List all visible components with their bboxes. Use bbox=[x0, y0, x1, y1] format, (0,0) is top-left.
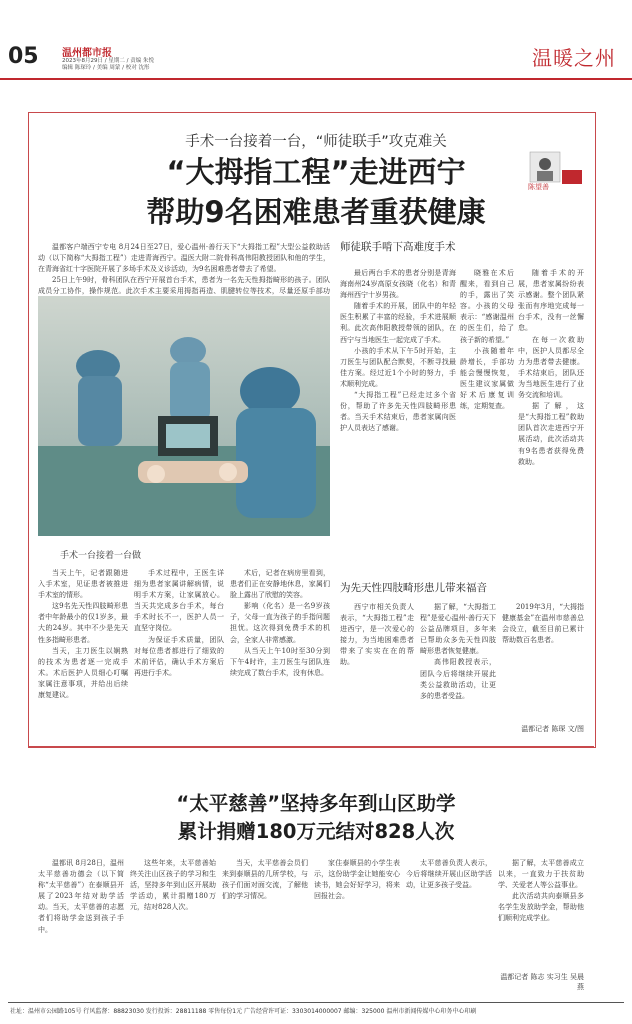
bottom-feature-col-1 bbox=[340, 602, 414, 730]
second-col-4 bbox=[314, 858, 400, 998]
second-para2: 这些年来，太平慈善始终关注山区孩子的学习和生活，坚持多年到山区开展助学活动，累计捐赠180万元，结对828人次。 bbox=[130, 859, 216, 912]
lower-col-1 bbox=[38, 568, 128, 740]
second-para3: 当天，太平慈善会员们来到泰顺县的几所学校，与孩子们面对面交流，了解他们的学习情况。 bbox=[222, 859, 308, 901]
second-col-2 bbox=[130, 858, 216, 998]
second-para7: 此次活动共向泰顺县多名学生发放助学金，帮助他们顺利完成学业。 bbox=[498, 892, 584, 923]
second-col-1 bbox=[38, 858, 124, 998]
second-col-3 bbox=[222, 858, 308, 998]
second-para4: 家住泰顺县的小学生表示，这份助学金让她能安心读书，她会好好学习，将来回报社会。 bbox=[314, 859, 400, 901]
feature-intro bbox=[38, 242, 330, 294]
second-para1: 温都讯 8月28日，温州太平慈善功德会（以下简称“太平慈善”）在泰顺县开展了2023年结对助学活动。当天，太平慈善的志愿者们将助学金送到孩子手中。 bbox=[38, 859, 124, 934]
bottom-feature-para4: 2019年3月，“大拇指健康基金”在温州市慈善总会设立，截至目前已累计帮助数百名患者。 bbox=[502, 603, 584, 645]
right-para1: 最后两台手术的患者分别是青海海南州24岁高原女孩晓（化名）和青海州西宁十岁男孩。 bbox=[340, 269, 456, 300]
right-para3: 小孩的手术从下午5时开始，主刀医生与团队配合默契，不断寻找最佳方案。经过近1个小时的努力，手术顺利完成。 bbox=[340, 346, 456, 388]
bottom-feature-subhead: 为先天性四肢畸形患儿带来福音 bbox=[340, 582, 487, 594]
lower-right-para1: 术后，记者在病房里看到，患者们正在安静地休息，家属们脸上露出了欣慰的笑容。 bbox=[230, 569, 330, 600]
second-headline-line1: “太平慈善”坚持多年到山区助学 bbox=[176, 792, 456, 815]
columnist-label: 陈望善 bbox=[528, 183, 549, 191]
lower-mid-para2: 为保证手术质量，团队对每位患者都进行了细致的术前评估，确认手术方案后再进行手术。 bbox=[134, 635, 224, 677]
bottom-feature-col-2 bbox=[420, 602, 496, 730]
right-subhead: 师徒联手啃下高难度手术 bbox=[340, 241, 456, 253]
lower-col-3 bbox=[230, 568, 330, 740]
far-right-para2: 在每一次救助中，医护人员都尽全力为患者带去健康。手术结束后，团队还为当地医生进行了业务交流和培训。 bbox=[518, 335, 584, 400]
right-para2: 随着手术的开展，团队中的年轻医生积累了丰富的经验，手术进展顺利。此次高伟阳教授带领的团队，在西宁与当地医生一起完成了手术。 bbox=[340, 302, 456, 344]
bottom-feature-para2: 据了解，“大拇指工程”是爱心温州·善行天下公益品牌项目，多年来已帮助众多先天性四肢畸形患者恢复健康。 bbox=[420, 603, 496, 656]
second-col-6 bbox=[498, 858, 584, 966]
lower-right-para2: 影响（化名）是一名9岁孩子，父母一直为孩子的手指问题担忧。这次得到免费手术的机会，全家人非常感激。 bbox=[230, 602, 330, 644]
bottom-feature-signature: 温都记者 陈琛 文/图 bbox=[521, 725, 584, 733]
right-subhead-wrap bbox=[340, 242, 572, 262]
issue-meta-line1: 2023年8月29日 / 星期二 / 责编 朱悦 bbox=[62, 58, 154, 64]
lower-mid-para1: 手术过程中，王医生详细为患者家属讲解病情，说明手术方案，让家属放心。当天共完成多台手术，每台手术时长不一，医护人员一直坚守岗位。 bbox=[134, 569, 224, 633]
right-para5: 晓雅在术后醒来，看到自己的手，露出了笑容。小孩的父母表示：“感谢温州的医生们，给了孩子新的希望。” bbox=[460, 269, 514, 344]
feature-headline-line1: “大拇指工程”走进西宁 bbox=[166, 155, 466, 189]
header-rule bbox=[0, 78, 632, 80]
section-title: 温暖之州 bbox=[532, 46, 616, 70]
lower-left-para3: 当天，主刀医生以娴熟的技术为患者逐一完成手术。术后医护人员细心叮嘱家属注意事项，并给出后续康复建议。 bbox=[38, 646, 128, 700]
page-number: 05 bbox=[8, 44, 39, 69]
feature-headline-line2: 帮助9名困难患者重获健康 bbox=[146, 195, 486, 229]
photo-caption: 手术一台接着一台做 bbox=[60, 551, 142, 561]
section-divider bbox=[28, 746, 594, 747]
bottom-feature-col-3 bbox=[502, 602, 584, 720]
lower-left-para2: 这9名先天性四肢畸形患者中年龄最小的仅1岁多，最大的24岁。其中不少是先天性多指畸形患者。 bbox=[38, 602, 128, 644]
bottom-feature-para1: 西宁市相关负责人表示，“大拇指工程”走进西宁，是一次爱心的接力，为当地困难患者带来了实实在在的帮助。 bbox=[340, 603, 414, 667]
second-para6: 据了解，太平慈善成立以来，一直致力于扶贫助学、关爱老人等公益事业。 bbox=[498, 859, 584, 890]
lower-right-para3: 从当天上午10时至30分到下午4时许，主刀医生与团队连续完成了数台手术，没有休息。 bbox=[230, 646, 330, 677]
far-right-para1: 随着手术的开展，患者家属纷纷表示感谢。整个团队紧张而有序地完成每一台手术，没有一丝懈怠。 bbox=[518, 269, 584, 333]
feature-kicker: 手术一台接着一台，“师徒联手”攻克难关 bbox=[185, 134, 447, 150]
newspaper-name: 温州都市报 bbox=[62, 48, 112, 59]
second-headline-line2: 累计捐赠180万元结对828人次 bbox=[177, 820, 455, 843]
issue-meta bbox=[62, 58, 154, 72]
second-signature: 温都记者 陈志 实习生 吴晨燕 bbox=[500, 973, 584, 991]
issue-meta-line2: 编辑 陈琛玲 / 美编 周蒙 / 校对 沈彤 bbox=[62, 65, 150, 71]
lower-left-para1: 当天上午，记者跟随进入手术室，见证患者被推进手术室的情形。 bbox=[38, 569, 128, 600]
footer-rule bbox=[8, 1002, 624, 1003]
feature-intro-para1: 温都客户端西宁专电 8月24日至27日，爱心温州·善行天下“大拇指工程”大型公益救助活动（以下简称“大拇指工程”）走进青海西宁。温医大附二院骨科高伟阳教授团队和他的学生，在青海省红十字医院开展了多场手术及义诊活动，为9名困难患者带去了希望。 bbox=[38, 243, 330, 274]
right-para6: 小孩随着年龄增长，手部功能会慢慢恢复，医生建议家属做好术后康复训练，定期复查。 bbox=[460, 346, 514, 411]
footer-info: 社址：温州市公园路105号 行风监督：88823030 发行投诉：28811188 零售每份1元 广告经营许可证：3303014000007 邮编：325000 温州市新闻传媒中心印务中心印刷 bbox=[10, 1008, 477, 1015]
right-column-a bbox=[340, 268, 456, 568]
right-para4: “大拇指工程”已经走过多个省份，帮助了许多先天性四肢畸形患者。当天手术结束后，患者家属向医护人员表达了感谢。 bbox=[340, 391, 456, 433]
far-right-para3: 据了解，这是“大拇指工程”救助团队首次走进西宁开展活动，此次活动共有9名患者获得免费救助。 bbox=[518, 402, 584, 466]
second-col-5 bbox=[406, 858, 492, 998]
lower-col-2 bbox=[134, 568, 224, 740]
surgery-photo bbox=[38, 296, 330, 536]
bottom-feature-para3: 高伟阳教授表示，团队今后将继续开展此类公益救助活动，让更多的患者受益。 bbox=[420, 658, 496, 700]
right-column-b bbox=[460, 268, 514, 568]
second-para5: 太平慈善负责人表示，今后将继续开展山区助学活动，让更多孩子受益。 bbox=[406, 859, 492, 890]
feature-intro-para2: 25日上午9时，骨科团队在西宁开展首台手术，患者为一名先天性拇指畸形的孩子。团队成员分工协作，操作规范。此次手术主要采用拇指再造、肌腱转位等技术，尽量还原手部功 bbox=[38, 276, 330, 296]
right-column-c bbox=[518, 268, 584, 568]
